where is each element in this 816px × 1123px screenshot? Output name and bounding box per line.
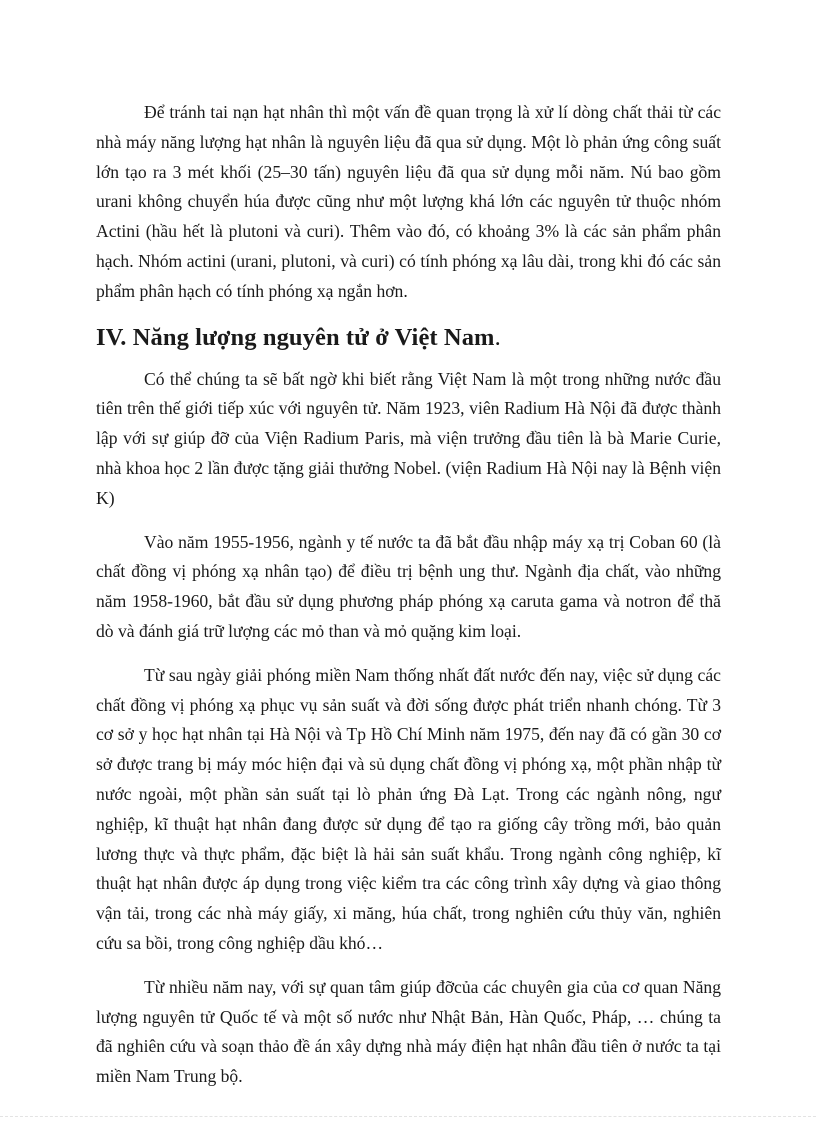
- paragraph-cobalt-therapy: Vào năm 1955-1956, ngành y tế nước ta đã bắt đầu nhập máy xạ trị Coban 60 (là chất đồng vị phóng xạ nhân tạo) để điều trị bệnh ung thư. Ngành địa chất, vào những năm 1958-1960, bắt đầu sử dụng phương pháp phóng xạ caruta gama và notron để thă dò và đánh giá trữ lượng các mỏ than và mỏ quặng kim loại.: [96, 531, 721, 641]
- page-bottom-edge: [0, 1116, 816, 1117]
- paragraph-radium-institute: Có thể chúng ta sẽ bất ngờ khi biết rằng Việt Nam là một trong những nước đầu tiên trên thế giới tiếp xúc với nguyên tử. Năm 1923, viên Radium Hà Nội đã được thành lập với sự giúp đỡ của Viện Radium Paris, mà viện trưởng đầu tiên là bà Marie Curie, nhà khoa học 2 lần được tặng giải thưởng Nobel. (viện Radium Hà Nội nay là Bệnh viện K): [96, 368, 721, 508]
- section-heading: [96, 321, 721, 355]
- document-body: [96, 98, 721, 1106]
- paragraph-isotope-applications: Từ sau ngày giải phóng miền Nam thống nhất đất nước đến nay, việc sử dụng các chất đồng vị phóng xạ phục vụ sản suất và đời sống được phát triển nhanh chóng. Từ 3 cơ sở y học hạt nhân tại Hà Nội và Tp Hồ Chí Minh năm 1975, đến nay đã có gần 30 cơ sở được trang bị máy móc hiện đại và sủ dụng chất đồng vị phóng xạ, một phần nhập từ nước ngoài, một phần sản suất tại lò phản ứng Đà Lạt. Trong các ngành nông, ngư nghiệp, kĩ thuật hạt nhân đang được sử dụng để tạo ra giống cây trồng mới, bảo quản lương thực và thực phẩm, đặc biệt là hải sản suất khẩu. Trong ngành công nghiệp, kĩ thuật hạt nhân được áp dụng trong việc kiểm tra các công trình xây dựng và giao thông vận tải, trong các nhà máy giấy, xi măng, húa chất, trong nghiên cứu thủy văn, nghiên cứu sa bồi, trong công nghiệp dầu khó…: [96, 664, 721, 953]
- paragraph-nuclear-waste: Để tránh tai nạn hạt nhân thì một vấn đề quan trọng là xử lí dòng chất thải từ các nhà máy năng lượng hạt nhân là nguyên liệu đã qua sử dụng. Một lò phản ứng công suất lớn tạo ra 3 mét khối (25–30 tấn) nguyên liệu đã qua sử dụng mỗi năm. Nú bao gồm urani không chuyển húa được cũng như một lượng khá lớn các nguyên tử thuộc nhóm Actini (hầu hết là plutoni và curi). Thêm vào đó, có khoảng 3% là các sản phẩm phân hạch. Nhóm actini (urani, plutoni, và curi) có tính phóng xạ lâu dài, trong khi đó các sản phẩm phân hạch có tính phóng xạ ngắn hơn.: [96, 102, 721, 301]
- paragraph-nuclear-power-plant: Từ nhiều năm nay, với sự quan tâm giúp đỡcủa các chuyên gia của cơ quan Năng lượng nguyên tử Quốc tế và một số nước như Nhật Bản, Hàn Quốc, Pháp, … chúng ta đã nghiên cứu và soạn thảo đề án xây dựng nhà máy điện hạt nhân đầu tiên ở nước ta tại miền Nam Trung bộ.: [96, 976, 721, 1087]
- section-heading-text: IV. Năng lượng nguyên tử ở Việt Nam: [96, 323, 495, 351]
- section-heading-period: .: [494, 323, 501, 351]
